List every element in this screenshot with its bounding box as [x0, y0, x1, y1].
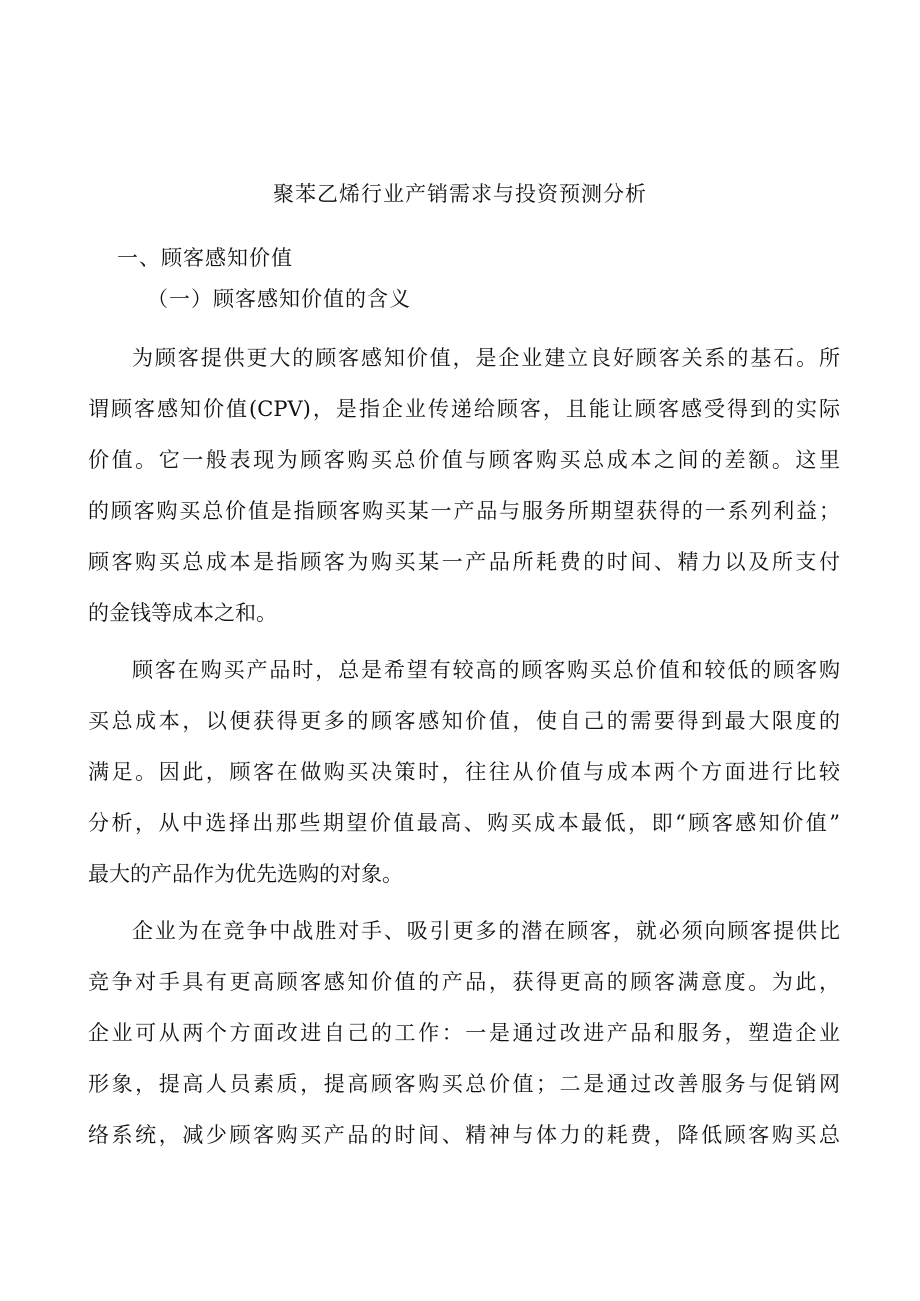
text-line: 的金钱等成本之和。 [88, 601, 277, 625]
section-heading: 一、顾客感知价值 [117, 246, 293, 270]
paragraph-2 [88, 655, 840, 910]
text-line: 顾客购买总成本是指顾客为购买某一产品所耗费的时间、精力以及所支付 [88, 550, 840, 574]
text-line: 分析，从中选择出那些期望价值最高、购买成本最低，即“顾客感知价值” [88, 811, 840, 835]
paragraph-1 [88, 343, 840, 649]
paragraph-3 [88, 916, 840, 1171]
subsection-heading: （一）顾客感知价值的含义 [147, 287, 411, 311]
text-line: 价值。它一般表现为顾客购买总价值与顾客购买总成本之间的差额。这里 [88, 448, 840, 472]
text-line: 满足。因此，顾客在做购买决策时，往往从价值与成本两个方面进行比较 [88, 760, 840, 784]
text-line: 络系统，减少顾客购买产品的时间、精神与体力的耗费，降低顾客购买总 [88, 1123, 840, 1147]
text-line: 竞争对手具有更高顾客感知价值的产品，获得更高的顾客满意度。为此， [88, 970, 840, 994]
text-line: 企业可从两个方面改进自己的工作：一是通过改进产品和服务，塑造企业 [88, 1021, 840, 1045]
text-line: 企业为在竞争中战胜对手、吸引更多的潜在顾客，就必须向顾客提供比 [132, 919, 840, 943]
text-line: 形象，提高人员素质，提高顾客购买总价值；二是通过改善服务与促销网 [88, 1072, 840, 1096]
text-line: 买总成本，以便获得更多的顾客感知价值，使自己的需要得到最大限度的 [88, 709, 840, 733]
text-line: 顾客在购买产品时，总是希望有较高的顾客购买总价值和较低的顾客购 [132, 658, 840, 682]
text-line: 谓顾客感知价值(CPV)，是指企业传递给顾客，且能让顾客感受得到的实际 [88, 397, 840, 421]
text-line: 为顾客提供更大的顾客感知价值，是企业建立良好顾客关系的基石。所 [132, 346, 840, 370]
text-line: 最大的产品作为优先选购的对象。 [88, 862, 403, 886]
document-title: 聚苯乙烯行业产销需求与投资预测分析 [273, 182, 647, 206]
text-line: 的顾客购买总价值是指顾客购买某一产品与服务所期望获得的一系列利益； [88, 499, 840, 523]
